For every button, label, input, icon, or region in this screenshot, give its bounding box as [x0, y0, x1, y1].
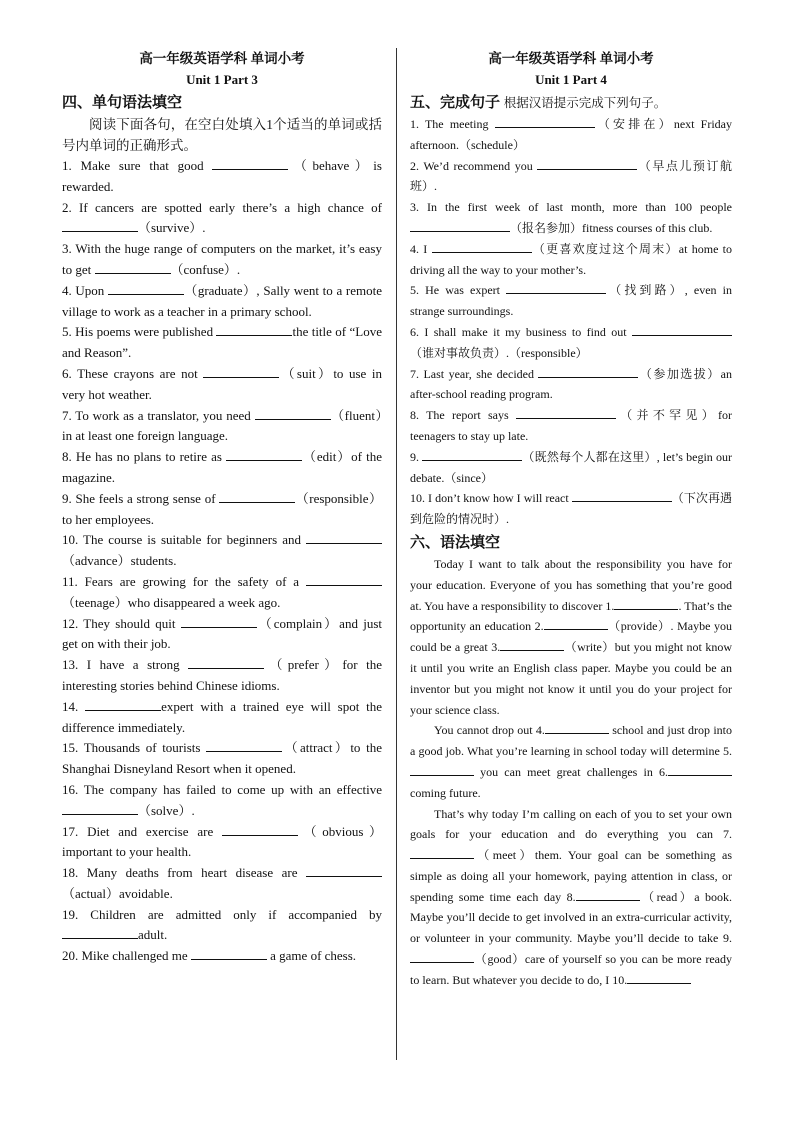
section-5-heading	[410, 93, 732, 114]
question-hint: （complain）and just get on with their job.	[62, 615, 383, 652]
question-hint: （prefer）for the interesting stories behind Chinese idioms.	[62, 657, 382, 693]
question-text: 19. Children are admitted only if accompanied by	[62, 906, 382, 922]
question-text: 4. Upon	[62, 282, 108, 298]
question-item	[410, 280, 732, 322]
question-item	[410, 488, 732, 530]
question-hint: （teenage）who disappeared a week ago.	[62, 594, 281, 610]
question-hint: （谁对事故负责）.（responsible）	[410, 345, 588, 360]
passage-paragraph	[410, 554, 732, 720]
answer-blank[interactable]	[306, 531, 382, 544]
left-column	[62, 48, 382, 967]
answer-blank[interactable]	[203, 365, 279, 378]
question-text: 14.	[62, 698, 86, 714]
question-item	[410, 322, 732, 364]
question-hint: （responsible）to her employees.	[62, 490, 382, 527]
question-item	[410, 197, 732, 239]
question-hint: （fluent）in at least one foreign language.	[62, 407, 382, 444]
question-item	[62, 905, 382, 947]
question-item	[410, 405, 732, 447]
answer-blank[interactable]	[495, 115, 595, 128]
question-hint: （edit）of the magazine.	[62, 449, 382, 485]
answer-blank[interactable]	[572, 489, 672, 502]
answer-blank[interactable]	[410, 846, 474, 859]
question-hint: （既然每个人都在这里）, let’s begin our debate.（since）	[410, 449, 733, 485]
answer-blank[interactable]	[668, 763, 732, 776]
question-item	[62, 198, 382, 240]
question-text: 8. The report says	[410, 408, 516, 423]
question-text: 16. The company has failed to come up with an effective	[62, 781, 382, 797]
question-hint: （找到路）, even in strange surroundings.	[410, 283, 732, 319]
answer-blank[interactable]	[108, 282, 184, 295]
question-item	[62, 863, 382, 905]
question-text: 6. These crayons are not	[62, 365, 204, 381]
answer-blank[interactable]	[410, 950, 474, 963]
answer-blank[interactable]	[500, 638, 564, 651]
question-text: 15. Thousands of tourists	[62, 740, 207, 756]
question-item	[62, 447, 382, 489]
answer-blank[interactable]	[537, 157, 637, 170]
question-item	[62, 322, 382, 364]
passage-text: （good）care of yourself so you can be more ready to learn. But whatever you decide to do, I 10.	[410, 952, 732, 987]
answer-blank[interactable]	[506, 281, 606, 294]
question-hint: （安排在）next Friday afternoon.（schedule）	[410, 117, 732, 152]
question-hint: （attract）to the Shanghai Disneyland Resort when it opened.	[62, 740, 382, 777]
question-hint: （早点儿预订航班）.	[410, 158, 732, 194]
question-item	[62, 697, 382, 739]
answer-blank[interactable]	[306, 573, 382, 586]
question-text: 5. His poems were published	[62, 324, 217, 340]
question-item	[62, 156, 382, 198]
passage-text: You cannot drop out 4.	[434, 723, 545, 738]
question-hint: （actual）avoidable.	[62, 885, 173, 901]
question-text: 3. With the huge range of computers on the market, it’s easy to get	[62, 241, 382, 277]
question-text: 11. Fears are growing for the safety of a	[62, 573, 306, 589]
question-hint: （behave）is rewarded.	[62, 158, 382, 194]
left-title: 高一年级英语学科 单词小考	[139, 51, 305, 66]
question-item	[410, 156, 732, 198]
answer-blank[interactable]	[422, 448, 522, 461]
question-item	[62, 364, 382, 406]
question-item	[62, 530, 382, 572]
answer-blank[interactable]	[410, 763, 474, 776]
answer-blank[interactable]	[216, 323, 292, 336]
question-text: 8. He has no plans to retire as	[62, 449, 227, 465]
question-hint: （并不罕见）for teenagers to stay up late.	[410, 408, 732, 443]
question-item	[62, 614, 382, 656]
right-title: 高一年级英语学科 单词小考	[488, 51, 654, 66]
question-hint: the title of “Love and Reason”.	[62, 324, 382, 361]
question-item	[62, 489, 382, 531]
question-item	[62, 738, 382, 780]
question-text: 18. Many deaths from heart disease are	[62, 865, 306, 881]
question-text: 4. I	[410, 241, 432, 256]
question-hint: （survive）.	[138, 220, 206, 236]
right-subtitle: Unit 1 Part 4	[535, 72, 607, 87]
answer-blank[interactable]	[614, 597, 678, 610]
passage-text: you can meet great challenges in 6.	[474, 764, 668, 779]
passage-text: school and just drop into a good job. What you’re learning in school today will determine 5.	[410, 723, 732, 759]
question-hint: （obvious）important to your health.	[62, 823, 383, 860]
passage-text: （meet）them. Your goal can be something as simple as doing all your homework, paying attention in class, or spending some time each day 8.	[410, 848, 732, 904]
question-text: 2. We’d recommend you	[410, 158, 538, 173]
left-subtitle: Unit 1 Part 3	[186, 72, 258, 87]
section-5-items	[410, 114, 732, 530]
question-hint: a game of chess.	[266, 948, 357, 964]
section-6-heading: 六、语法填空	[410, 534, 501, 551]
question-text: 7. Last year, she decided	[410, 366, 539, 381]
question-item	[62, 572, 382, 614]
question-hint: （confuse）.	[170, 261, 241, 277]
question-item	[62, 780, 382, 822]
answer-blank[interactable]	[632, 323, 732, 336]
passage-text: （provide）. Maybe you could be a great 3.	[410, 619, 732, 655]
passage-paragraph	[410, 804, 732, 991]
answer-blank[interactable]	[219, 490, 295, 503]
question-hint: （solve）.	[138, 802, 195, 818]
question-text: 20. Mike challenged me	[62, 948, 191, 964]
passage-paragraph	[410, 720, 732, 803]
answer-blank[interactable]	[95, 261, 171, 274]
question-item	[62, 946, 382, 967]
passage-text: . That’s the opportunity an education 2.	[410, 598, 733, 634]
answer-blank[interactable]	[627, 971, 691, 984]
question-text: 9. She feels a strong sense of	[62, 490, 220, 506]
question-item	[62, 406, 382, 448]
question-hint: adult.	[138, 927, 168, 943]
question-item	[410, 239, 732, 281]
answer-blank[interactable]	[576, 888, 640, 901]
question-item	[410, 364, 732, 406]
question-item	[410, 447, 732, 489]
question-text: 1. The meeting	[410, 117, 495, 131]
passage-text: （read）a book. Maybe you’ll decide to get involved in an extra-curricular activity, or volunteer in your community. Maybe you’ll decide to take 9.	[410, 889, 732, 946]
question-text: 10. I don’t know how I will react	[410, 491, 572, 506]
question-text: 10. The course is suitable for beginners and	[62, 532, 306, 548]
question-text: 13. I have a strong	[62, 657, 189, 673]
answer-blank[interactable]	[188, 656, 264, 669]
question-hint: （参加选拔）an after-school reading program.	[410, 366, 733, 402]
passage-text: （write）but you might not know it until you write an English class paper. Maybe you could be an inventor but you might not know it until you do your project for your science class.	[410, 640, 732, 717]
answer-blank[interactable]	[516, 406, 616, 419]
answer-blank[interactable]	[181, 615, 257, 628]
question-hint: （报名参加）fitness courses of this club.	[510, 220, 713, 235]
answer-blank[interactable]	[191, 947, 267, 960]
answer-blank[interactable]	[62, 802, 138, 815]
question-text: 1. Make sure that good	[62, 158, 213, 173]
passage-text: That’s why today I’m calling on each of you to set your own goals for your education and do everything you can 7.	[410, 806, 732, 842]
question-text: 9.	[410, 449, 423, 464]
question-text: 6. I shall make it my business to find out	[410, 324, 632, 339]
answer-blank[interactable]	[222, 823, 298, 836]
answer-blank[interactable]	[306, 864, 382, 877]
question-hint: （下次再遇到危险的情况时）.	[410, 491, 732, 527]
section-5-title: 五、完成句子	[410, 95, 501, 111]
section-5-note: 根据汉语提示完成下列句子。	[503, 96, 667, 110]
section-4-heading: 四、单句语法填空	[62, 95, 183, 111]
answer-blank[interactable]	[432, 240, 532, 253]
answer-blank[interactable]	[255, 407, 331, 420]
question-item	[62, 822, 382, 864]
question-item	[62, 239, 382, 281]
question-hint: （advance）students.	[62, 553, 177, 569]
question-item	[62, 655, 382, 697]
question-item	[62, 281, 382, 323]
answer-blank[interactable]	[85, 698, 161, 711]
question-text: 5. He was expert	[410, 283, 507, 298]
question-text: 17. Diet and exercise are	[62, 823, 223, 839]
answer-blank[interactable]	[62, 926, 138, 939]
question-hint: （graduate）, Sally went to a remote village to work as a teacher in a primary school.	[62, 282, 382, 319]
question-text: 3. In the first week of last month, more than 100 people	[410, 200, 732, 215]
passage-text: coming future.	[410, 785, 481, 800]
column-divider	[396, 48, 397, 1060]
answer-blank[interactable]	[212, 157, 288, 170]
answer-blank[interactable]	[226, 448, 302, 461]
question-hint: （更喜欢度过这个周末）at home to driving all the way to your mother’s.	[410, 241, 733, 277]
passage-text: Today I want to talk about the responsibility you have for your education. Everyone of you has something that you’re good at. You have a responsibility to discover 1.	[410, 556, 732, 613]
question-text: 12. They should quit	[62, 615, 181, 631]
answer-blank[interactable]	[410, 219, 510, 232]
question-text: 2. If cancers are spotted early there’s a high chance of	[62, 199, 382, 215]
answer-blank[interactable]	[545, 721, 609, 734]
question-hint: expert with a trained eye will spot the difference immediately.	[62, 698, 382, 735]
answer-blank[interactable]	[62, 219, 138, 232]
answer-blank[interactable]	[544, 617, 608, 630]
section-4-items	[62, 156, 382, 967]
section-4-instructions: 阅读下面各句，在空白处填入1个适当的单词或括号内单词的正确形式。	[62, 117, 382, 153]
answer-blank[interactable]	[538, 365, 638, 378]
question-hint: （suit）to use in very hot weather.	[62, 365, 382, 402]
question-item	[410, 114, 732, 156]
answer-blank[interactable]	[206, 739, 282, 752]
section-6-passage	[410, 554, 732, 991]
question-text: 7. To work as a translator, you need	[62, 407, 255, 423]
right-column	[410, 48, 732, 991]
